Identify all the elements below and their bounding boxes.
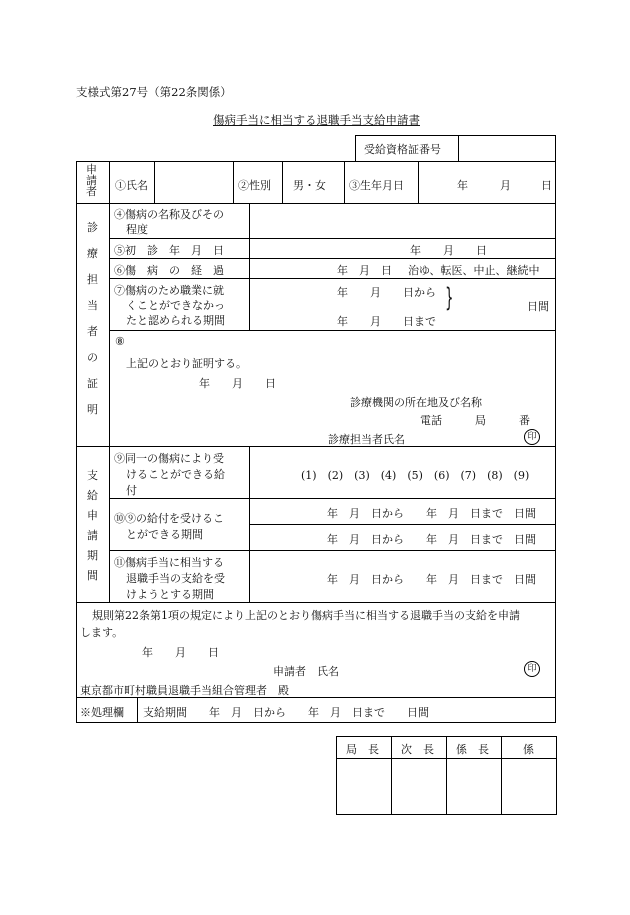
unable-period-label-3: たと認められる期間 bbox=[126, 314, 225, 327]
declaration-text-2: します。 bbox=[80, 626, 124, 639]
unable-to[interactable]: 年 月 日まで bbox=[337, 315, 436, 328]
doctor-name-label: 診療担当者氏名 bbox=[328, 433, 405, 446]
same-disease-label-2: けることができる給 bbox=[126, 468, 225, 481]
same-disease-label: ⑨同一の傷病により受 bbox=[114, 452, 224, 465]
approval-stamp-deputy[interactable] bbox=[393, 760, 445, 813]
sex-options[interactable]: 男・女 bbox=[293, 179, 326, 192]
course-label: ⑥傷 病 の 経 過 bbox=[114, 264, 224, 277]
form-number: 支様式第27号（第22条関係） bbox=[76, 85, 232, 99]
declaration-text: 規則第22条第1項の規定により上記のとおり傷病手当に相当する退職手当の支給を申請 bbox=[92, 609, 520, 622]
applicant-section-label: 申 請 者 bbox=[86, 163, 97, 198]
facility-label: 診療機関の所在地及び名称 bbox=[350, 396, 482, 409]
unable-from[interactable]: 年 月 日から bbox=[337, 286, 436, 299]
processing-label: ※処理欄 bbox=[80, 706, 124, 719]
apply-period-label-2: 退職手当の支給を受 bbox=[126, 572, 225, 585]
unable-period-label: ⑦傷病のため職業に就 bbox=[114, 284, 224, 297]
name-label: ①氏名 bbox=[115, 179, 148, 192]
form-title: 傷病手当に相当する退職手当支給申請書 bbox=[213, 113, 420, 127]
approval-header-director: 局 長 bbox=[346, 743, 379, 756]
benefit-period-label: ⑩⑨の給付を受けるこ bbox=[114, 512, 224, 525]
eligibility-number-label: 受給資格証番号 bbox=[364, 143, 441, 156]
approval-header-staff: 係 bbox=[523, 743, 534, 756]
dob-label: ③生年月日 bbox=[349, 179, 404, 192]
approval-header-chief: 係 長 bbox=[456, 743, 489, 756]
first-visit-date[interactable]: 年 月 日 bbox=[410, 244, 487, 257]
eligibility-number-value[interactable] bbox=[460, 137, 554, 159]
telephone-label: 電話 局 番 bbox=[420, 414, 530, 427]
benefit-options[interactable]: (1) (2) (3) (4) (5) (6) (7) (8) (9) bbox=[301, 469, 530, 482]
applicant-seal-icon: 印 bbox=[524, 661, 540, 677]
disease-label-2: 程度 bbox=[126, 223, 148, 236]
apply-period-label: ⑪傷病手当に相当する bbox=[114, 556, 224, 569]
approval-stamp-chief[interactable] bbox=[448, 760, 500, 813]
applicant-name-label: 申請者 氏名 bbox=[273, 665, 339, 678]
dob-day-unit: 日 bbox=[541, 179, 552, 192]
disease-label: ④傷病の名称及びその bbox=[114, 208, 224, 221]
brace-icon: } bbox=[445, 283, 454, 313]
addressee: 東京都市町村職員退職手当組合管理者 殿 bbox=[80, 684, 289, 697]
dob-month-unit: 月 bbox=[500, 179, 511, 192]
course-options[interactable]: 治ゆ、転医、中止、継続中 bbox=[408, 264, 540, 277]
benefit-period-row-1[interactable]: 年 月 日から 年 月 日まで 日間 bbox=[327, 507, 536, 520]
certificate-date[interactable]: 年 月 日 bbox=[199, 377, 276, 390]
certificate-number: ⑧ bbox=[115, 335, 125, 348]
apply-period-label-3: けようとする期間 bbox=[126, 588, 214, 601]
course-date[interactable]: 年 月 日 bbox=[337, 264, 392, 277]
benefit-section-label: 支 給 申 請 期 間 bbox=[87, 469, 98, 582]
unable-period-label-2: くことができなかっ bbox=[126, 299, 225, 312]
certificate-statement: 上記のとおり証明する。 bbox=[126, 357, 247, 370]
same-disease-label-3: 付 bbox=[126, 484, 137, 497]
name-field[interactable] bbox=[156, 163, 231, 201]
unable-days[interactable]: 日間 bbox=[527, 300, 549, 313]
first-visit-label: ⑤初 診 年 月 日 bbox=[114, 244, 224, 257]
disease-field[interactable] bbox=[251, 205, 553, 236]
dob-year-unit: 年 bbox=[457, 179, 468, 192]
sex-label: ②性別 bbox=[238, 179, 271, 192]
approval-stamp-staff[interactable] bbox=[503, 760, 555, 813]
apply-period-row[interactable]: 年 月 日から 年 月 日まで 日間 bbox=[327, 573, 536, 586]
approval-stamp-director[interactable] bbox=[338, 760, 390, 813]
medical-section-label: 診 療 担 当 者 の 証 明 bbox=[87, 221, 98, 416]
benefit-period-row-2[interactable]: 年 月 日から 年 月 日まで 日間 bbox=[327, 533, 536, 546]
approval-header-deputy: 次 長 bbox=[401, 743, 434, 756]
processing-period[interactable]: 支給期間 年 月 日から 年 月 日まで 日間 bbox=[143, 706, 429, 719]
benefit-period-label-2: とができる期間 bbox=[126, 528, 203, 541]
declaration-date[interactable]: 年 月 日 bbox=[142, 646, 219, 659]
doctor-seal-icon: 印 bbox=[524, 429, 540, 445]
